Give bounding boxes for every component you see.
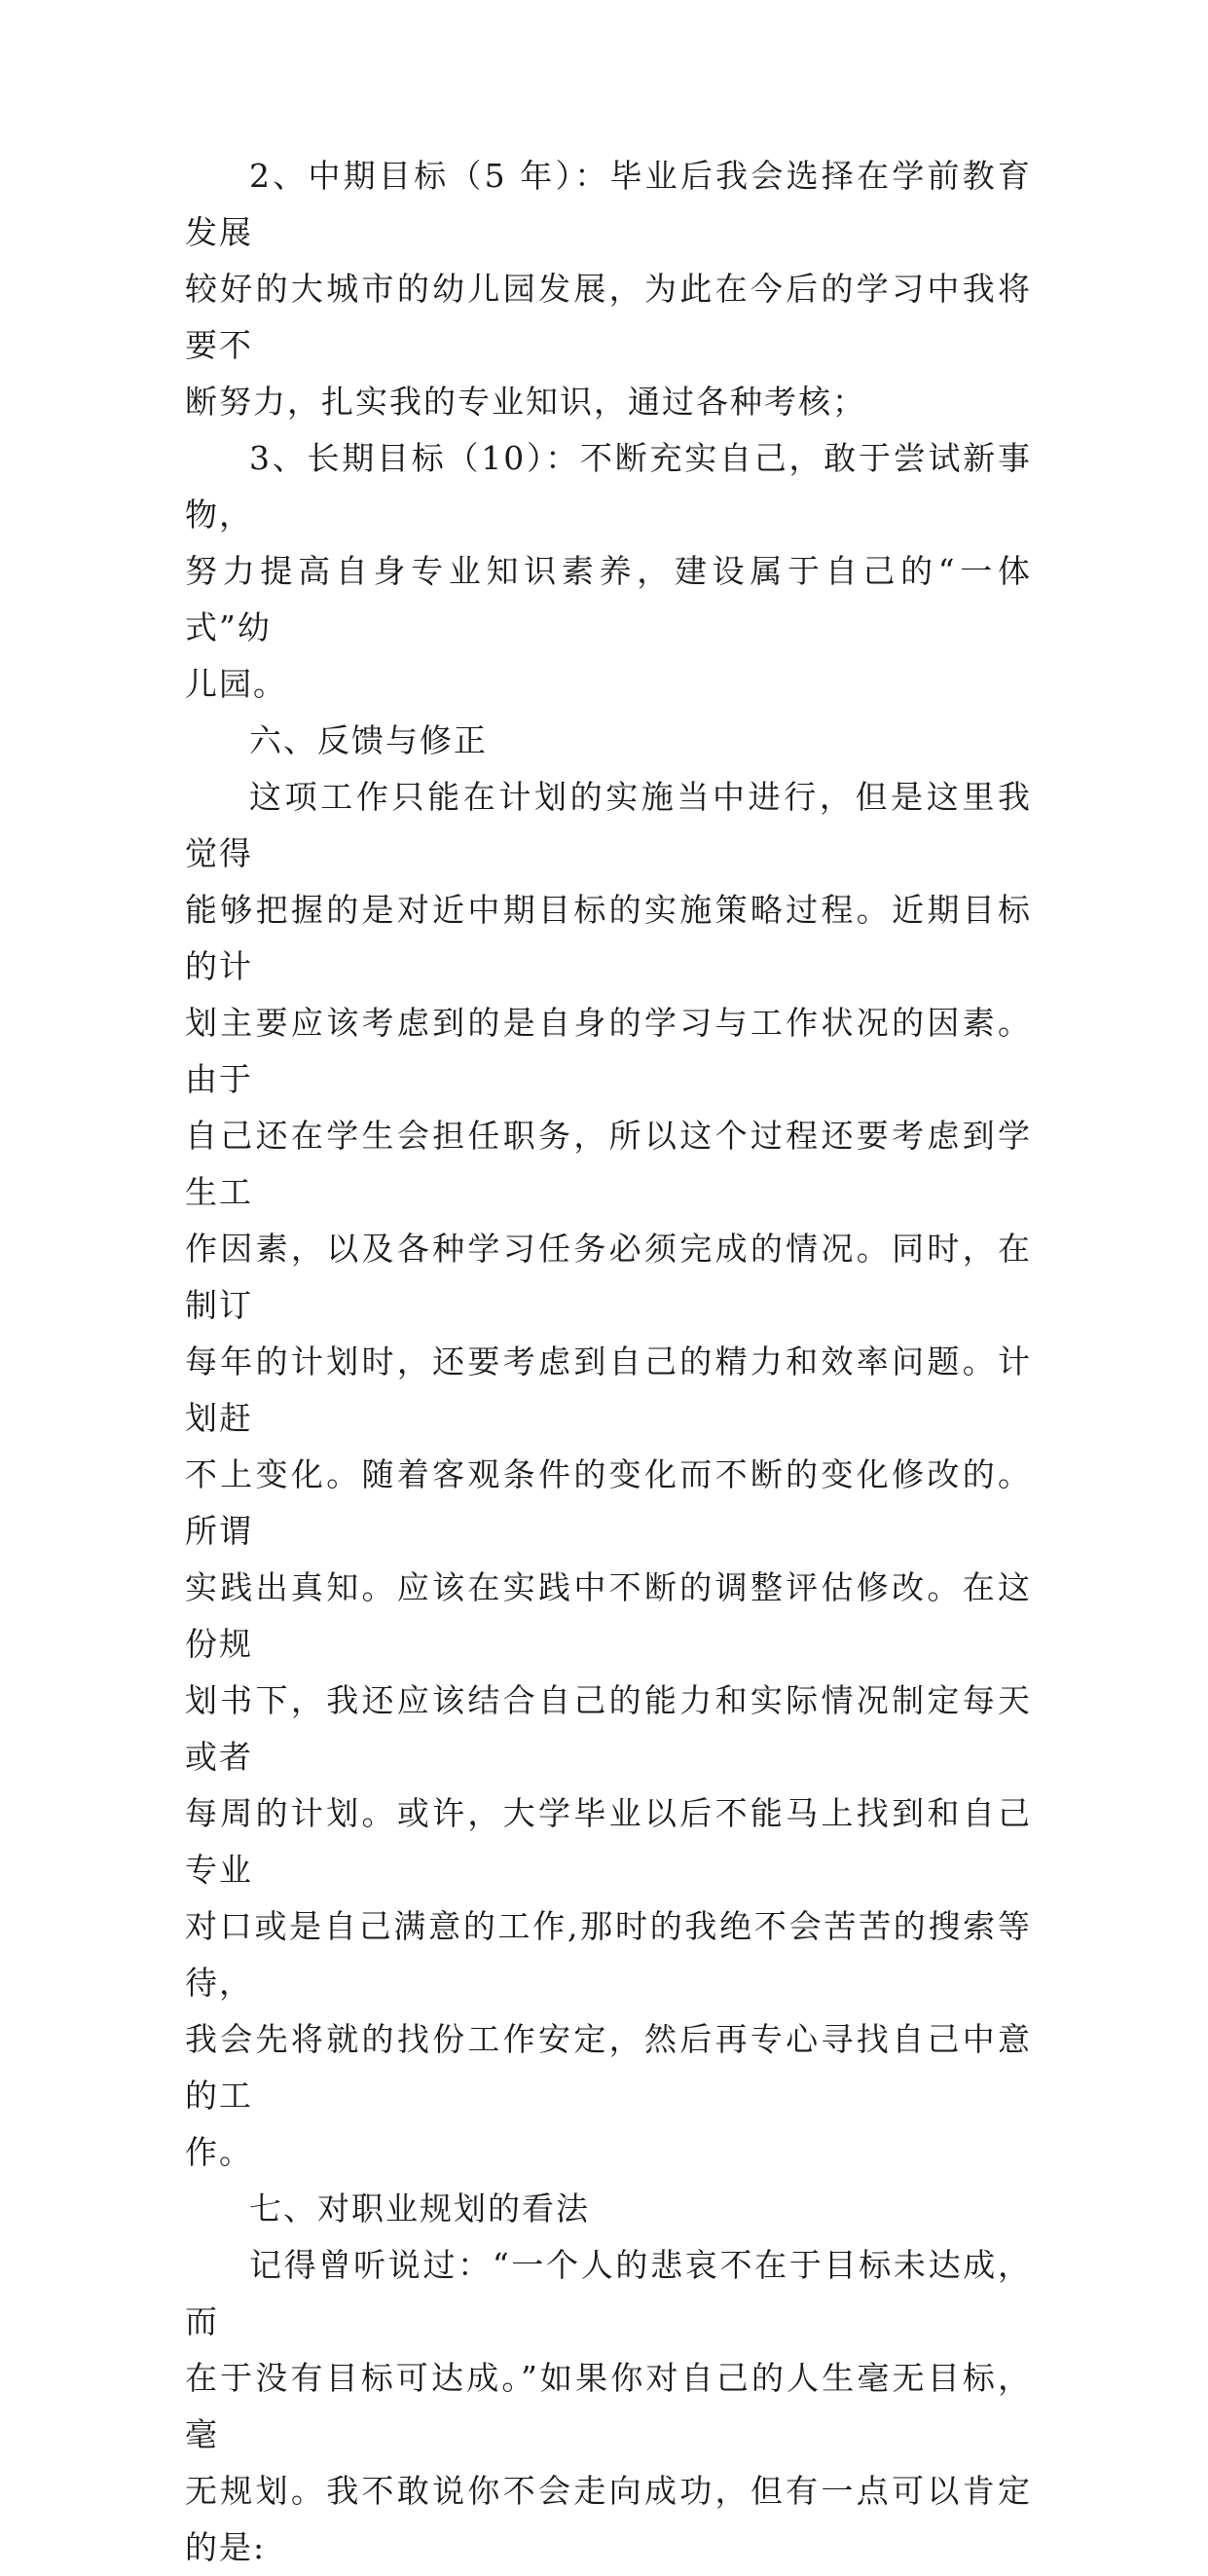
section-heading-views: 七、对职业规划的看法 [249, 2190, 590, 2227]
paragraph-long-term-goal: 3、长期目标（10）：不断充实自己，敢于尝试新事物， 努力提高自身专业知识素养，建设属于自己的“一体式”幼 儿园。 [185, 439, 1032, 703]
paragraph-mid-term-goal: 2、中期目标（5 年）：毕业后我会选择在学前教育发展 较好的大城市的幼儿园发展，为此在今后的学习中我将要不 断努力，扎实我的专业知识，通过各种考核； [185, 157, 1032, 421]
document-page [185, 148, 1032, 2576]
paragraph-feedback-body: 这项工作只能在计划的实施当中进行，但是这里我觉得 能够把握的是对近中期目标的实施策略过程。近期目标的计 划主要应该考虑到的是自身的学习与工作状况的因素。由于 自己还在学生会担任职务，所以这个过程还要考虑到学生工 作因素，以及各种学习任务必须完成的情况。同时，在制订 每年的计划时，还要考虑到自己的精力和效率问题。计划赶 不上变化。随着客观条件的变化而不断的变化修改的。所谓 实践出真知。应该在实践中不断的调整评估修改。在这份规 划书下，我还应该结合自己的能力和实际情况制定每天或者 每周的计划。或许，大学毕业以后不能马上找到和自己专业 对口或是自己满意的工作,那时的我绝不会苦苦的搜索等待， 我会先将就的找份工作安定，然后再专心寻找自己中意的工 作。 [185, 778, 1032, 2171]
section-heading-feedback: 六、反馈与修正 [249, 721, 488, 759]
paragraph-views-body: 记得曾听说过：“一个人的悲哀不在于目标未达成，而 在于没有目标可达成。”如果你对自己的人生毫无目标，毫 无规划。我不敢说你不会走向成功，但有一点可以肯定的是: [185, 2246, 1032, 2566]
